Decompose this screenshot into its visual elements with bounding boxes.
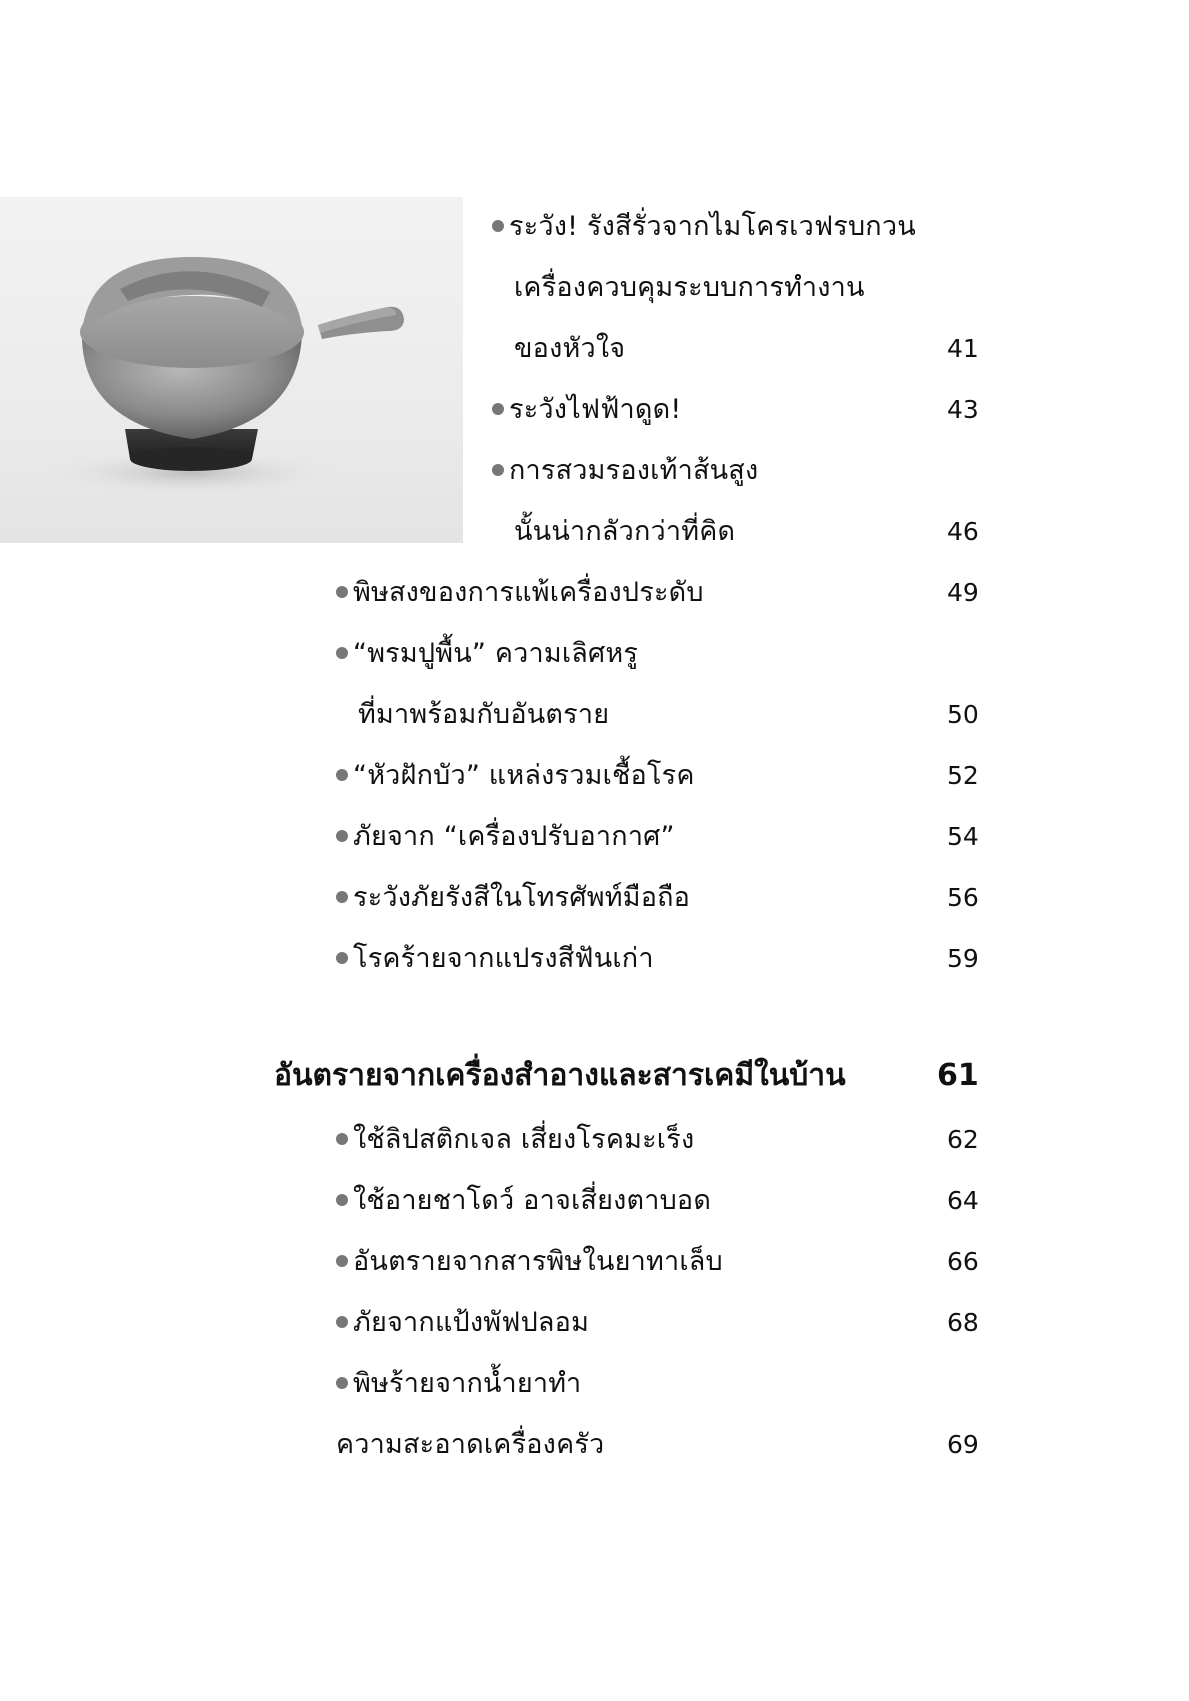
toc-entry-3-page: 46 bbox=[947, 517, 979, 546]
section-entry-5-line-1: พิษร้ายจากน้ำยาทำ bbox=[336, 1364, 581, 1404]
section-entry-4: ภัยจากแป้งพัฟปลอม bbox=[336, 1303, 589, 1343]
sugar-bowl-photo bbox=[0, 197, 463, 543]
bullet-icon bbox=[492, 403, 504, 415]
toc-entry-8-page: 56 bbox=[947, 883, 979, 912]
toc-entry-7: ภัยจาก “เครื่องปรับอากาศ” bbox=[336, 817, 675, 857]
section-heading: อันตรายจากเครื่องสำอางและสารเคมีในบ้าน bbox=[274, 1058, 846, 1093]
section-entry-2: ใช้อายชาโดว์ อาจเสี่ยงตาบอด bbox=[336, 1181, 711, 1221]
toc-entry-4-page: 49 bbox=[947, 578, 979, 607]
section-entry-5-line-2: ความสะอาดเครื่องครัว bbox=[336, 1429, 605, 1460]
section-entry-4-page: 68 bbox=[947, 1308, 979, 1337]
section-entry-5-page: 69 bbox=[947, 1430, 979, 1459]
toc-entry-5-page: 50 bbox=[947, 700, 979, 729]
toc-entry-9-page: 59 bbox=[947, 944, 979, 973]
toc-entry-2-page: 43 bbox=[947, 395, 979, 424]
toc-entry-6: “หัวฝักบัว” แหล่งรวมเชื้อโรค bbox=[336, 756, 695, 796]
section-entry-1-page: 62 bbox=[947, 1125, 979, 1154]
section-entry-2-page: 64 bbox=[947, 1186, 979, 1215]
toc-entry-1-line-3: ของหัวใจ bbox=[514, 333, 626, 364]
bullet-icon bbox=[336, 1255, 348, 1267]
bullet-icon bbox=[336, 1194, 348, 1206]
bullet-icon bbox=[336, 891, 348, 903]
toc-entry-8: ระวังภัยรังสีในโทรศัพท์มือถือ bbox=[336, 878, 690, 918]
toc-entry-6-page: 52 bbox=[947, 761, 979, 790]
bullet-icon bbox=[336, 830, 348, 842]
bullet-icon bbox=[492, 464, 504, 476]
toc-entry-1-line-1: ระวัง! รังสีรั่วจากไมโครเวฟรบกวน bbox=[492, 207, 916, 247]
toc-entry-3-line-1: การสวมรองเท้าส้นสูง bbox=[492, 451, 758, 491]
toc-entry-5-line-2: ที่มาพร้อมกับอันตราย bbox=[358, 699, 610, 730]
bullet-icon bbox=[336, 1133, 348, 1145]
bullet-icon bbox=[336, 1316, 348, 1328]
toc-entry-2: ระวังไฟฟ้าดูด! bbox=[492, 390, 681, 430]
section-entry-1: ใช้ลิปสติกเจล เสี่ยงโรคมะเร็ง bbox=[336, 1120, 694, 1160]
toc-entry-3-line-2: นั้นน่ากลัวกว่าที่คิด bbox=[514, 516, 736, 547]
toc-entry-1-line-2: เครื่องควบคุมระบบการทำงาน bbox=[514, 272, 865, 303]
bullet-icon bbox=[492, 220, 504, 232]
section-entry-3: อันตรายจากสารพิษในยาทาเล็บ bbox=[336, 1242, 723, 1282]
bullet-icon bbox=[336, 1377, 348, 1389]
bullet-icon bbox=[336, 647, 348, 659]
bullet-icon bbox=[336, 952, 348, 964]
bullet-icon bbox=[336, 586, 348, 598]
toc-entry-4: พิษสงของการแพ้เครื่องประดับ bbox=[336, 573, 704, 613]
bullet-icon bbox=[336, 769, 348, 781]
toc-entry-9: โรคร้ายจากแปรงสีฟันเก่า bbox=[336, 939, 654, 979]
toc-entry-5-line-1: “พรมปูพื้น” ความเลิศหรู bbox=[336, 634, 638, 674]
toc-entry-1-page: 41 bbox=[947, 334, 979, 363]
section-entry-3-page: 66 bbox=[947, 1247, 979, 1276]
section-heading-page: 61 bbox=[937, 1058, 979, 1093]
sugar-bowl-illustration bbox=[0, 197, 463, 543]
toc-entry-7-page: 54 bbox=[947, 822, 979, 851]
